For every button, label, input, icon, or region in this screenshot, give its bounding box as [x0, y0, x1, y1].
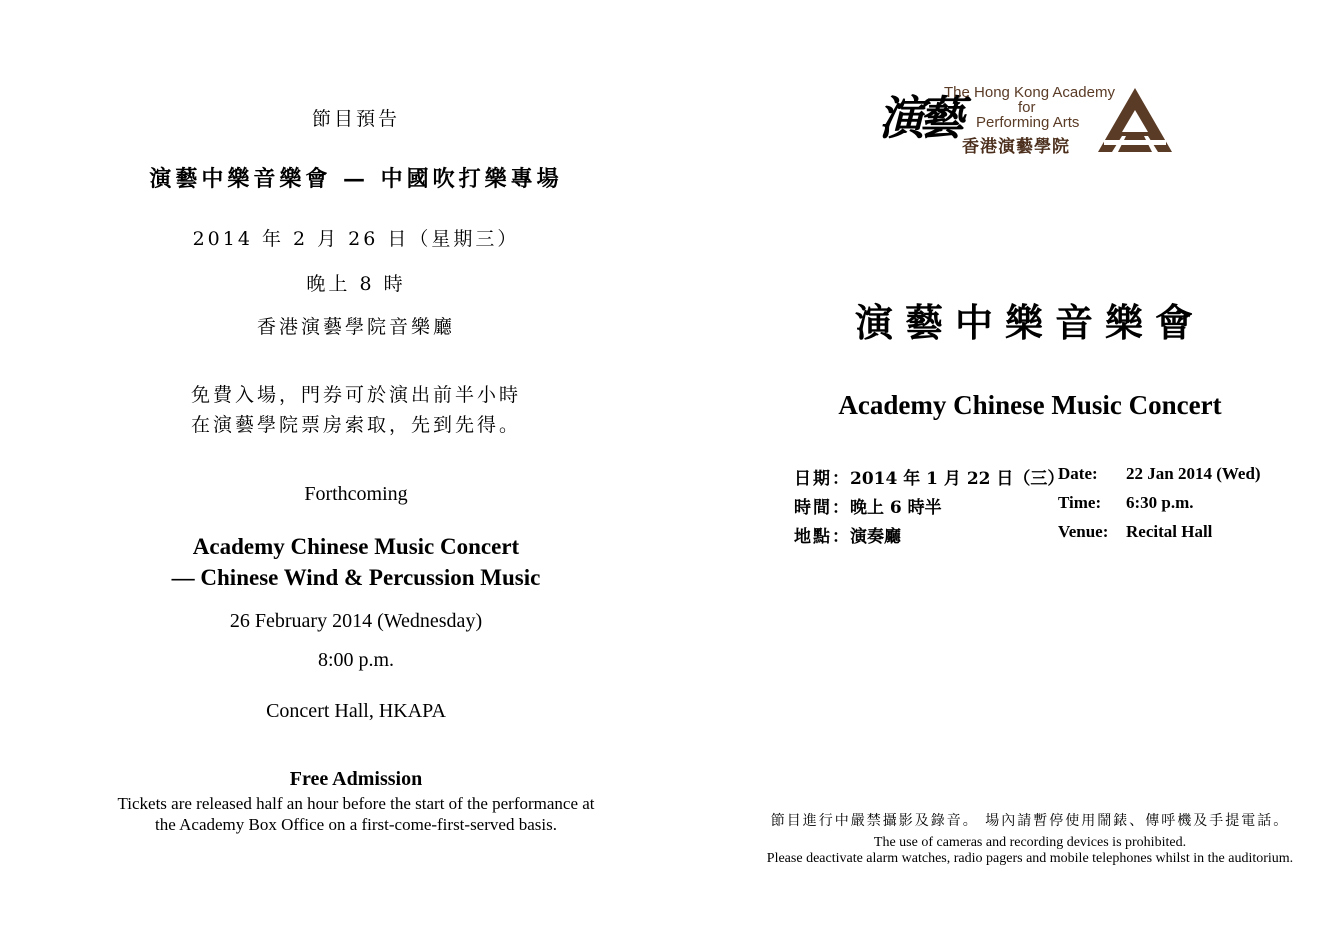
time-value-en: 6:30 p.m.: [1126, 493, 1194, 512]
forthcoming-time-en: 8:00 p.m.: [317, 649, 395, 671]
logo-calligraphy: 演藝: [878, 91, 958, 145]
forthcoming-date-zh: 2014 年 2 月 26 日（星期三）: [192, 228, 520, 250]
free-admission-text-line2: the Academy Box Office on a first-come-first-served basis.: [155, 815, 557, 834]
time-label-zh: 時間：: [794, 498, 851, 518]
free-admission-text-line1: Tickets are released half an hour before the start of the performance at: [117, 794, 595, 813]
info-row-time: [794, 493, 1294, 519]
house-rules-en-line1: The use of cameras and recording devices is prohibited.: [873, 835, 1187, 850]
academy-triangle-icon: [1098, 88, 1172, 154]
free-admission-zh-line1: 免費入場，門券可於演出前半小時: [190, 384, 521, 406]
forthcoming-notice-zh: 節目預告: [311, 108, 400, 130]
free-admission-heading: Free Admission: [289, 768, 423, 790]
house-rules-en-line2: Please deactivate alarm watches, radio pagers and mobile telephones whilst in the auditorium.: [766, 851, 1294, 866]
forthcoming-time-zh: 晚上 8 時: [306, 273, 406, 295]
time-label-en: Time:: [1058, 493, 1102, 512]
forthcoming-label-en: Forthcoming: [304, 483, 408, 505]
hkapa-logo: [878, 80, 1178, 160]
forthcoming-title-en-line2: — Chinese Wind & Percussion Music: [171, 565, 541, 590]
logo-name-zh: 香港演藝學院: [962, 137, 1070, 157]
venue-value-zh: 演奏廳: [850, 527, 901, 547]
date-value-zh: 2014 年 1 月 22 日（三）: [850, 469, 1065, 489]
forthcoming-venue-zh: 香港演藝學院音樂廳: [256, 316, 455, 338]
info-row-date: [794, 464, 1294, 490]
venue-label-zh: 地點：: [794, 527, 851, 547]
logo-name-en-line2: for: [1018, 99, 1036, 116]
date-value-en: 22 Jan 2014 (Wed): [1126, 464, 1261, 483]
venue-label-en: Venue:: [1058, 522, 1109, 541]
forthcoming-title-en-line1: Academy Chinese Music Concert: [192, 534, 520, 559]
forthcoming-venue-en: Concert Hall, HKAPA: [266, 700, 446, 722]
house-rules-zh: 節目進行中嚴禁攝影及錄音。 場內請暫停使用鬧錶、傳呼機及手提電話。: [770, 813, 1290, 829]
forthcoming-title-zh: 演藝中樂音樂會 — 中國吹打樂專場: [149, 166, 563, 192]
date-label-en: Date:: [1058, 464, 1098, 483]
date-label-zh: 日期：: [794, 469, 851, 489]
free-admission-zh-line2: 在演藝學院票房索取，先到先得。: [190, 414, 521, 436]
time-value-zh: 晚上 6 時半: [850, 498, 942, 518]
logo-name-en-line3: Performing Arts: [976, 114, 1080, 131]
forthcoming-date-en: 26 February 2014 (Wednesday): [229, 610, 483, 632]
concert-title-zh: 演藝中樂音樂會: [854, 300, 1205, 345]
info-row-venue: [794, 522, 1294, 548]
logo-name-en-line1: The Hong Kong Academy: [944, 84, 1115, 101]
venue-value-en: Recital Hall: [1126, 522, 1213, 541]
concert-title-en: Academy Chinese Music Concert: [838, 390, 1222, 420]
